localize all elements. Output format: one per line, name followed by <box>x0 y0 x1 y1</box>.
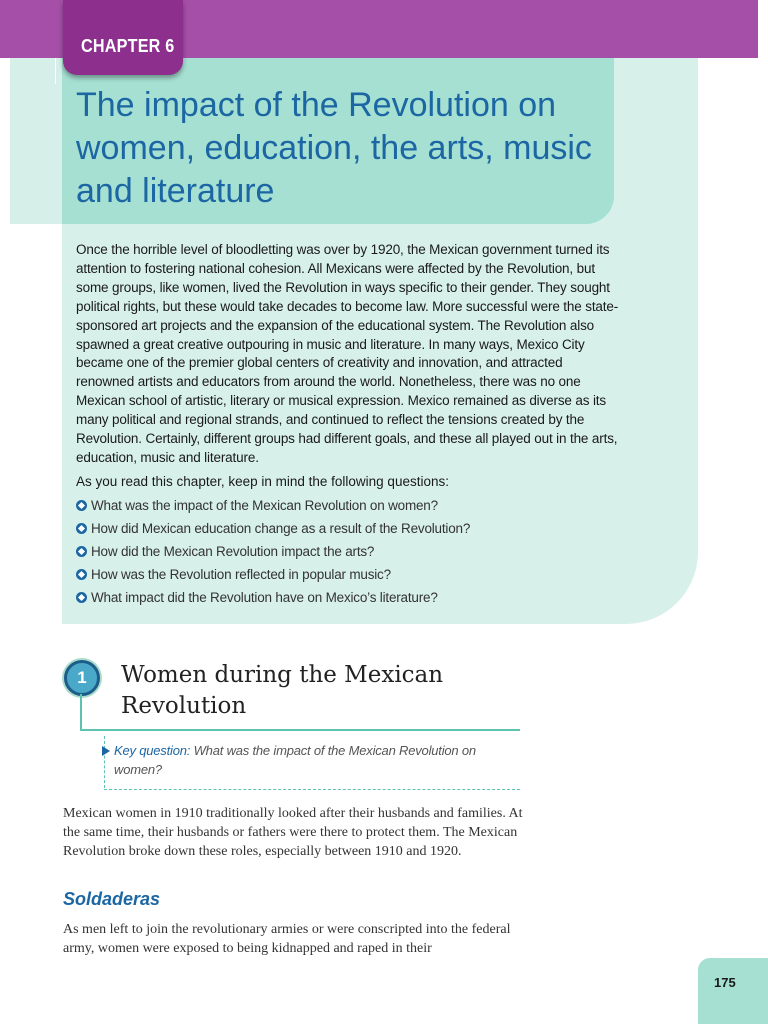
chapter-question-text: How was the Revolution reflected in popular music? <box>91 567 391 582</box>
circled-diamond-icon <box>76 546 87 557</box>
decorative-line <box>55 58 56 84</box>
body-paragraph: As men left to join the revolutionary armies or were conscripted into the federal army, women were exposed to being kidnapped and raped in their <box>63 922 511 956</box>
left-accent-stripe <box>10 58 66 224</box>
chapter-question-text: What impact did the Revolution have on Mexico’s literature? <box>91 590 438 605</box>
chapter-title: The impact of the Revolution on women, education, the arts, music and literature <box>76 86 592 210</box>
questions-lead-in: As you read this chapter, keep in mind the following questions: <box>76 474 449 489</box>
chapter-question-text: How did the Mexican Revolution impact the arts? <box>91 544 375 559</box>
chapter-question <box>76 566 636 589</box>
chapter-questions-list <box>76 497 636 612</box>
subheading-soldaderas: Soldaderas <box>63 889 161 909</box>
heading-connector-line <box>80 694 82 730</box>
chapter-question <box>76 543 636 566</box>
section-number-badge <box>64 660 100 696</box>
body-paragraph: Mexican women in 1910 traditionally looked after their husbands and families. At the same time, their husbands or fathers were there to protect them. The Mexican Revolution broke down these roles, especially between 1910 and 1920. <box>63 806 523 859</box>
chapter-question-text: How did Mexican education change as a result of the Revolution? <box>91 521 471 536</box>
page-number-tab <box>698 958 768 1024</box>
intro-paragraph: Once the horrible level of bloodletting was over by 1920, the Mexican government turned its attention to fostering national cohesion. All Mexicans were affected by the Revolution, but some groups, like women, lived the Revolution in ways specific to their gender. They sought political rights, but these would take decades to become law. More successful were the state-sponsored art projects and the expansion of the educational system. The Revolution also spawned a great creative outpouring in music and literature. In many ways, Mexico City became one of the premier global centers of creativity and innovation, and attracted renowned artists and educators from around the world. Nonetheless, there was no one Mexican school of artistic, literary or musical expression. Mexico remained as diverse as its many political and regional strands, and continued to reflect the tensions created by the Revolution. Certainly, different groups had different goals, and these all played out in the arts, education, music and literature. <box>76 242 619 465</box>
chapter-question <box>76 589 636 612</box>
circled-diamond-icon <box>76 592 87 603</box>
key-question-text: What was the impact of the Mexican Revolution on women? <box>114 743 476 777</box>
key-question <box>114 741 519 779</box>
chapter-question <box>76 520 636 543</box>
chapter-question-text: What was the impact of the Mexican Revolution on women? <box>91 498 438 513</box>
triangle-arrow-icon <box>102 746 110 756</box>
circled-diamond-icon <box>76 523 87 534</box>
key-question-label: Key question: <box>114 743 191 758</box>
key-question-dashed-rule <box>104 789 520 790</box>
chapter-tab <box>63 0 183 75</box>
key-question-dashed-border <box>104 736 105 788</box>
section-title: Women during the Mexican Revolution <box>121 662 444 719</box>
section-number: 1 <box>77 668 87 687</box>
circled-diamond-icon <box>76 500 87 511</box>
circled-diamond-icon <box>76 569 87 580</box>
chapter-label: CHAPTER 6 <box>81 36 175 56</box>
heading-underline-rule <box>80 729 520 731</box>
page-number: 175 <box>714 975 736 990</box>
chapter-question <box>76 497 636 520</box>
